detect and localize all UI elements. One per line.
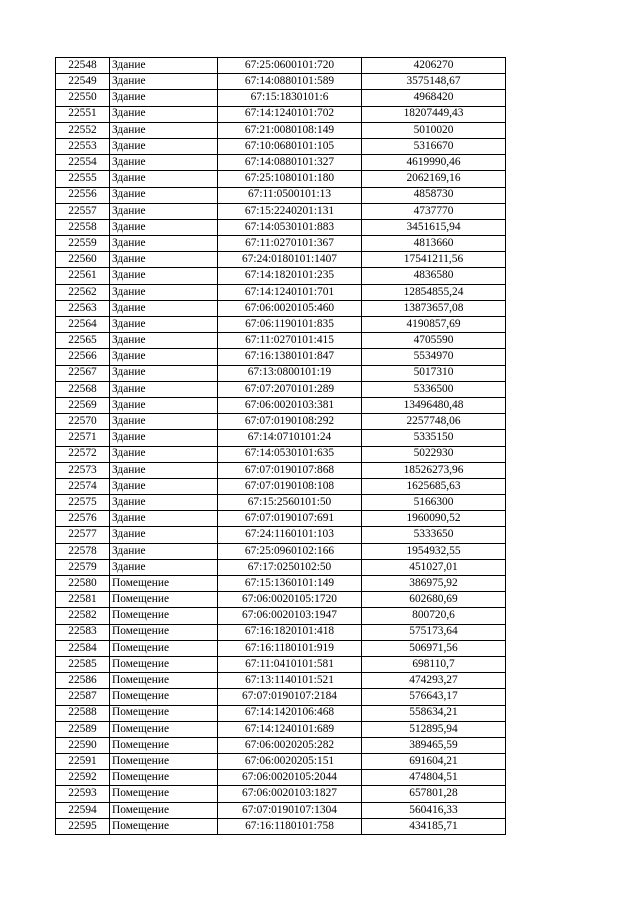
- row-number-cell: 22592: [56, 770, 110, 786]
- object-type-cell: Здание: [110, 381, 218, 397]
- cadastral-value-cell: 5166300: [362, 495, 506, 511]
- table-row: [56, 203, 506, 219]
- object-type-cell: Помещение: [110, 754, 218, 770]
- cadastral-value-cell: 434185,71: [362, 818, 506, 834]
- object-type-cell: Помещение: [110, 608, 218, 624]
- cadastral-number-cell: 67:21:0080108:149: [218, 122, 362, 138]
- row-number-cell: 22552: [56, 122, 110, 138]
- cadastral-number-cell: 67:13:1140101:521: [218, 673, 362, 689]
- object-type-cell: Здание: [110, 397, 218, 413]
- object-type-cell: Здание: [110, 543, 218, 559]
- object-type-cell: Здание: [110, 74, 218, 90]
- row-number-cell: 22578: [56, 543, 110, 559]
- cadastral-number-cell: 67:16:1380101:847: [218, 349, 362, 365]
- row-number-cell: 22558: [56, 219, 110, 235]
- table-row: [56, 754, 506, 770]
- cadastral-number-cell: 67:11:0500101:13: [218, 187, 362, 203]
- row-number-cell: 22587: [56, 689, 110, 705]
- table-row: [56, 333, 506, 349]
- cadastral-number-cell: 67:13:0800101:19: [218, 365, 362, 381]
- cadastral-number-cell: 67:24:0180101:1407: [218, 252, 362, 268]
- row-number-cell: 22562: [56, 284, 110, 300]
- row-number-cell: 22572: [56, 446, 110, 462]
- table-row: [56, 171, 506, 187]
- cadastral-number-cell: 67:11:0270101:415: [218, 333, 362, 349]
- row-number-cell: 22556: [56, 187, 110, 203]
- cadastral-number-cell: 67:25:1080101:180: [218, 171, 362, 187]
- cadastral-number-cell: 67:15:1830101:6: [218, 90, 362, 106]
- object-type-cell: Здание: [110, 268, 218, 284]
- row-number-cell: 22549: [56, 74, 110, 90]
- cadastral-value-cell: 389465,59: [362, 737, 506, 753]
- cadastral-number-cell: 67:06:0020103:1827: [218, 786, 362, 802]
- cadastral-value-cell: 2257748,06: [362, 414, 506, 430]
- object-type-cell: Здание: [110, 171, 218, 187]
- object-type-cell: Здание: [110, 349, 218, 365]
- table-row: [56, 106, 506, 122]
- cadastral-value-cell: 5333650: [362, 527, 506, 543]
- cadastral-value-cell: 558634,21: [362, 705, 506, 721]
- cadastral-value-cell: 560416,33: [362, 802, 506, 818]
- table-row: [56, 284, 506, 300]
- table-row: [56, 478, 506, 494]
- cadastral-value-cell: 451027,01: [362, 559, 506, 575]
- cadastral-number-cell: 67:14:0710101:24: [218, 430, 362, 446]
- object-type-cell: Здание: [110, 58, 218, 74]
- cadastral-number-cell: 67:07:0190107:2184: [218, 689, 362, 705]
- cadastral-value-cell: 576643,17: [362, 689, 506, 705]
- cadastral-value-cell: 474804,51: [362, 770, 506, 786]
- row-number-cell: 22581: [56, 592, 110, 608]
- object-type-cell: Здание: [110, 236, 218, 252]
- row-number-cell: 22548: [56, 58, 110, 74]
- cadastral-value-cell: 18526273,96: [362, 462, 506, 478]
- cadastral-value-cell: 691604,21: [362, 754, 506, 770]
- cadastral-number-cell: 67:06:0020103:381: [218, 397, 362, 413]
- object-type-cell: Здание: [110, 284, 218, 300]
- row-number-cell: 22573: [56, 462, 110, 478]
- cadastral-value-cell: 4190857,69: [362, 317, 506, 333]
- table-row: [56, 122, 506, 138]
- cadastral-value-cell: 698110,7: [362, 656, 506, 672]
- table-row: [56, 252, 506, 268]
- cadastral-number-cell: 67:11:0270101:367: [218, 236, 362, 252]
- object-type-cell: Помещение: [110, 640, 218, 656]
- table-row: [56, 138, 506, 154]
- table-row: [56, 511, 506, 527]
- cadastral-number-cell: 67:06:0020105:2044: [218, 770, 362, 786]
- table-row: [56, 219, 506, 235]
- table-row: [56, 349, 506, 365]
- table-row: [56, 462, 506, 478]
- row-number-cell: 22571: [56, 430, 110, 446]
- row-number-cell: 22590: [56, 737, 110, 753]
- cadastral-number-cell: 67:16:1180101:919: [218, 640, 362, 656]
- row-number-cell: 22575: [56, 495, 110, 511]
- property-registry-table: [55, 57, 506, 835]
- table-row: [56, 592, 506, 608]
- object-type-cell: Здание: [110, 462, 218, 478]
- cadastral-value-cell: 3575148,67: [362, 74, 506, 90]
- object-type-cell: Здание: [110, 187, 218, 203]
- cadastral-value-cell: 4705590: [362, 333, 506, 349]
- object-type-cell: Здание: [110, 106, 218, 122]
- table-row: [56, 802, 506, 818]
- object-type-cell: Помещение: [110, 689, 218, 705]
- object-type-cell: Помещение: [110, 705, 218, 721]
- cadastral-number-cell: 67:25:0960102:166: [218, 543, 362, 559]
- cadastral-value-cell: 657801,28: [362, 786, 506, 802]
- table-row: [56, 414, 506, 430]
- cadastral-value-cell: 5336500: [362, 381, 506, 397]
- cadastral-number-cell: 67:07:0190107:1304: [218, 802, 362, 818]
- row-number-cell: 22551: [56, 106, 110, 122]
- row-number-cell: 22586: [56, 673, 110, 689]
- cadastral-value-cell: 4737770: [362, 203, 506, 219]
- object-type-cell: Здание: [110, 414, 218, 430]
- cadastral-value-cell: 13873657,08: [362, 300, 506, 316]
- cadastral-number-cell: 67:06:0020103:1947: [218, 608, 362, 624]
- row-number-cell: 22564: [56, 317, 110, 333]
- row-number-cell: 22576: [56, 511, 110, 527]
- table-row: [56, 559, 506, 575]
- object-type-cell: Здание: [110, 527, 218, 543]
- object-type-cell: Помещение: [110, 576, 218, 592]
- cadastral-number-cell: 67:14:0530101:883: [218, 219, 362, 235]
- row-number-cell: 22559: [56, 236, 110, 252]
- row-number-cell: 22582: [56, 608, 110, 624]
- cadastral-value-cell: 5316670: [362, 138, 506, 154]
- cadastral-value-cell: 602680,69: [362, 592, 506, 608]
- table-row: [56, 365, 506, 381]
- object-type-cell: Помещение: [110, 673, 218, 689]
- cadastral-value-cell: 18207449,43: [362, 106, 506, 122]
- table-row: [56, 90, 506, 106]
- table-row: [56, 317, 506, 333]
- table-row: [56, 640, 506, 656]
- cadastral-value-cell: 4619990,46: [362, 155, 506, 171]
- cadastral-value-cell: 5335150: [362, 430, 506, 446]
- cadastral-value-cell: 1960090,52: [362, 511, 506, 527]
- cadastral-number-cell: 67:16:1180101:758: [218, 818, 362, 834]
- object-type-cell: Здание: [110, 511, 218, 527]
- table-row: [56, 689, 506, 705]
- row-number-cell: 22554: [56, 155, 110, 171]
- row-number-cell: 22570: [56, 414, 110, 430]
- table-row: [56, 74, 506, 90]
- cadastral-value-cell: 5534970: [362, 349, 506, 365]
- row-number-cell: 22553: [56, 138, 110, 154]
- row-number-cell: 22561: [56, 268, 110, 284]
- row-number-cell: 22560: [56, 252, 110, 268]
- cadastral-value-cell: 2062169,16: [362, 171, 506, 187]
- cadastral-number-cell: 67:07:0190108:292: [218, 414, 362, 430]
- row-number-cell: 22563: [56, 300, 110, 316]
- cadastral-value-cell: 5017310: [362, 365, 506, 381]
- row-number-cell: 22585: [56, 656, 110, 672]
- table-row: [56, 786, 506, 802]
- object-type-cell: Здание: [110, 333, 218, 349]
- row-number-cell: 22566: [56, 349, 110, 365]
- cadastral-value-cell: 386975,92: [362, 576, 506, 592]
- table-row: [56, 155, 506, 171]
- object-type-cell: Помещение: [110, 721, 218, 737]
- row-number-cell: 22579: [56, 559, 110, 575]
- row-number-cell: 22565: [56, 333, 110, 349]
- object-type-cell: Здание: [110, 495, 218, 511]
- cadastral-number-cell: 67:10:0680101:105: [218, 138, 362, 154]
- cadastral-number-cell: 67:14:1820101:235: [218, 268, 362, 284]
- cadastral-number-cell: 67:07:2070101:289: [218, 381, 362, 397]
- cadastral-value-cell: 4968420: [362, 90, 506, 106]
- object-type-cell: Помещение: [110, 656, 218, 672]
- table-row: [56, 721, 506, 737]
- row-number-cell: 22594: [56, 802, 110, 818]
- object-type-cell: Здание: [110, 155, 218, 171]
- cadastral-number-cell: 67:06:0020105:1720: [218, 592, 362, 608]
- row-number-cell: 22583: [56, 624, 110, 640]
- table-row: [56, 495, 506, 511]
- table-row: [56, 300, 506, 316]
- cadastral-number-cell: 67:25:0600101:720: [218, 58, 362, 74]
- table-row: [56, 446, 506, 462]
- cadastral-number-cell: 67:14:0530101:635: [218, 446, 362, 462]
- cadastral-number-cell: 67:14:0880101:327: [218, 155, 362, 171]
- cadastral-number-cell: 67:15:2240201:131: [218, 203, 362, 219]
- table-row: [56, 268, 506, 284]
- cadastral-value-cell: 12854855,24: [362, 284, 506, 300]
- cadastral-number-cell: 67:15:1360101:149: [218, 576, 362, 592]
- object-type-cell: Здание: [110, 430, 218, 446]
- table-row: [56, 543, 506, 559]
- table-row: [56, 737, 506, 753]
- table-row: [56, 770, 506, 786]
- object-type-cell: Здание: [110, 203, 218, 219]
- row-number-cell: 22577: [56, 527, 110, 543]
- table-row: [56, 527, 506, 543]
- cadastral-value-cell: 474293,27: [362, 673, 506, 689]
- table-row: [56, 705, 506, 721]
- row-number-cell: 22589: [56, 721, 110, 737]
- cadastral-value-cell: 512895,94: [362, 721, 506, 737]
- cadastral-value-cell: 13496480,48: [362, 397, 506, 413]
- object-type-cell: Помещение: [110, 786, 218, 802]
- object-type-cell: Помещение: [110, 802, 218, 818]
- object-type-cell: Здание: [110, 300, 218, 316]
- row-number-cell: 22557: [56, 203, 110, 219]
- table-row: [56, 430, 506, 446]
- row-number-cell: 22593: [56, 786, 110, 802]
- object-type-cell: Здание: [110, 252, 218, 268]
- row-number-cell: 22584: [56, 640, 110, 656]
- cadastral-number-cell: 67:06:1190101:835: [218, 317, 362, 333]
- object-type-cell: Здание: [110, 478, 218, 494]
- cadastral-number-cell: 67:14:1240101:701: [218, 284, 362, 300]
- object-type-cell: Здание: [110, 365, 218, 381]
- table-row: [56, 236, 506, 252]
- cadastral-number-cell: 67:07:0190107:868: [218, 462, 362, 478]
- row-number-cell: 22588: [56, 705, 110, 721]
- cadastral-number-cell: 67:16:1820101:418: [218, 624, 362, 640]
- cadastral-value-cell: 4836580: [362, 268, 506, 284]
- cadastral-value-cell: 4813660: [362, 236, 506, 252]
- row-number-cell: 22569: [56, 397, 110, 413]
- table-row: [56, 818, 506, 834]
- cadastral-number-cell: 67:06:0020205:282: [218, 737, 362, 753]
- cadastral-number-cell: 67:07:0190108:108: [218, 478, 362, 494]
- cadastral-value-cell: 17541211,56: [362, 252, 506, 268]
- object-type-cell: Помещение: [110, 624, 218, 640]
- table-row: [56, 58, 506, 74]
- row-number-cell: 22580: [56, 576, 110, 592]
- cadastral-value-cell: 1954932,55: [362, 543, 506, 559]
- cadastral-value-cell: 575173,64: [362, 624, 506, 640]
- table-body: [56, 58, 506, 835]
- cadastral-number-cell: 67:06:0020205:151: [218, 754, 362, 770]
- table-row: [56, 608, 506, 624]
- table-row: [56, 381, 506, 397]
- cadastral-number-cell: 67:11:0410101:581: [218, 656, 362, 672]
- cadastral-number-cell: 67:07:0190107:691: [218, 511, 362, 527]
- cadastral-number-cell: 67:15:2560101:50: [218, 495, 362, 511]
- row-number-cell: 22591: [56, 754, 110, 770]
- cadastral-number-cell: 67:14:1420106:468: [218, 705, 362, 721]
- cadastral-number-cell: 67:14:1240101:702: [218, 106, 362, 122]
- cadastral-value-cell: 5022930: [362, 446, 506, 462]
- object-type-cell: Помещение: [110, 737, 218, 753]
- table-row: [56, 673, 506, 689]
- row-number-cell: 22595: [56, 818, 110, 834]
- table-row: [56, 187, 506, 203]
- cadastral-value-cell: 506971,56: [362, 640, 506, 656]
- table-row: [56, 397, 506, 413]
- object-type-cell: Помещение: [110, 592, 218, 608]
- object-type-cell: Здание: [110, 559, 218, 575]
- object-type-cell: Помещение: [110, 770, 218, 786]
- object-type-cell: Здание: [110, 446, 218, 462]
- object-type-cell: Помещение: [110, 818, 218, 834]
- object-type-cell: Здание: [110, 219, 218, 235]
- cadastral-number-cell: 67:14:0880101:589: [218, 74, 362, 90]
- row-number-cell: 22550: [56, 90, 110, 106]
- cadastral-value-cell: 1625685,63: [362, 478, 506, 494]
- table-row: [56, 624, 506, 640]
- object-type-cell: Здание: [110, 90, 218, 106]
- object-type-cell: Здание: [110, 317, 218, 333]
- object-type-cell: Здание: [110, 122, 218, 138]
- object-type-cell: Здание: [110, 138, 218, 154]
- row-number-cell: 22574: [56, 478, 110, 494]
- cadastral-value-cell: 3451615,94: [362, 219, 506, 235]
- cadastral-value-cell: 800720,6: [362, 608, 506, 624]
- cadastral-value-cell: 4206270: [362, 58, 506, 74]
- cadastral-value-cell: 5010020: [362, 122, 506, 138]
- row-number-cell: 22568: [56, 381, 110, 397]
- row-number-cell: 22567: [56, 365, 110, 381]
- cadastral-number-cell: 67:06:0020105:460: [218, 300, 362, 316]
- table-row: [56, 576, 506, 592]
- table-row: [56, 656, 506, 672]
- cadastral-number-cell: 67:14:1240101:689: [218, 721, 362, 737]
- cadastral-number-cell: 67:24:1160101:103: [218, 527, 362, 543]
- row-number-cell: 22555: [56, 171, 110, 187]
- cadastral-number-cell: 67:17:0250102:50: [218, 559, 362, 575]
- cadastral-value-cell: 4858730: [362, 187, 506, 203]
